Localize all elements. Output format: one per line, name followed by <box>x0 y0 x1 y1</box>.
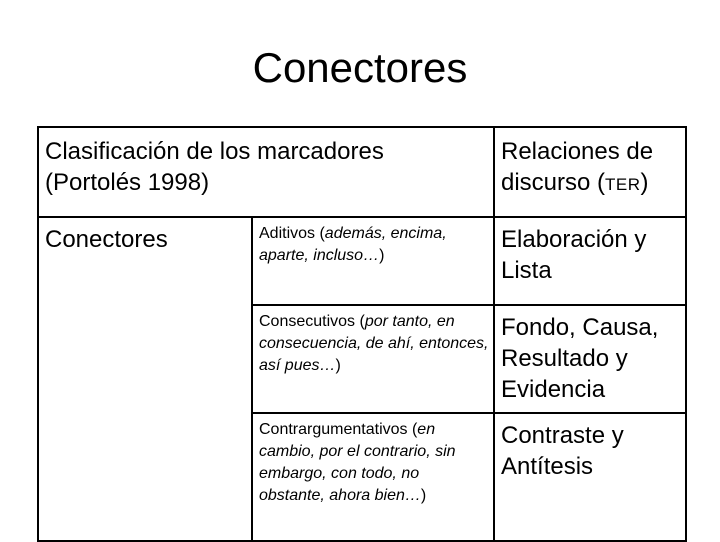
header-classification-line1: Clasificación de los marcadores <box>45 138 384 165</box>
relation-label: Contraste y Antítesis <box>501 422 624 480</box>
connector-type-label: Contrargumentativos ( <box>259 421 418 438</box>
connector-examples: además, encima, aparte, incluso… <box>259 225 447 264</box>
category-cell <box>38 217 252 541</box>
category-label: Conectores <box>45 226 168 253</box>
relation-cell <box>494 413 686 541</box>
header-relations-abbr: TER <box>605 175 641 194</box>
connector-examples: en cambio, por el contrario, sin embargo, con todo, no obstante, ahora bien… <box>259 421 456 504</box>
connector-type-cell <box>252 413 494 541</box>
header-relations-suffix: ) <box>640 169 649 196</box>
connector-examples: por tanto, en consecuencia, de ahí, entonces, así pues… <box>259 313 489 374</box>
header-classification-line2: (Portolés 1998) <box>45 169 210 196</box>
connector-close-paren: ) <box>379 247 385 264</box>
relation-cell <box>494 305 686 413</box>
connectors-table <box>37 126 687 542</box>
connector-type-label: Aditivos ( <box>259 225 325 242</box>
table-row <box>38 217 686 305</box>
slide-title: Conectores <box>252 44 468 91</box>
header-relations-prefix: Relaciones de discurso ( <box>501 138 654 196</box>
header-relations-cell <box>494 127 686 217</box>
connector-close-paren: ) <box>335 357 341 374</box>
connector-type-label: Consecutivos ( <box>259 313 365 330</box>
connector-type-cell <box>252 305 494 413</box>
header-classification-cell <box>38 127 494 217</box>
header-row <box>38 127 686 217</box>
connector-close-paren: ) <box>420 487 427 504</box>
relation-label: Fondo, Causa, Resultado y Evidencia <box>501 314 659 403</box>
connector-type-cell <box>252 217 494 305</box>
relation-cell <box>494 217 686 305</box>
relation-label: Elaboración y Lista <box>501 226 647 284</box>
